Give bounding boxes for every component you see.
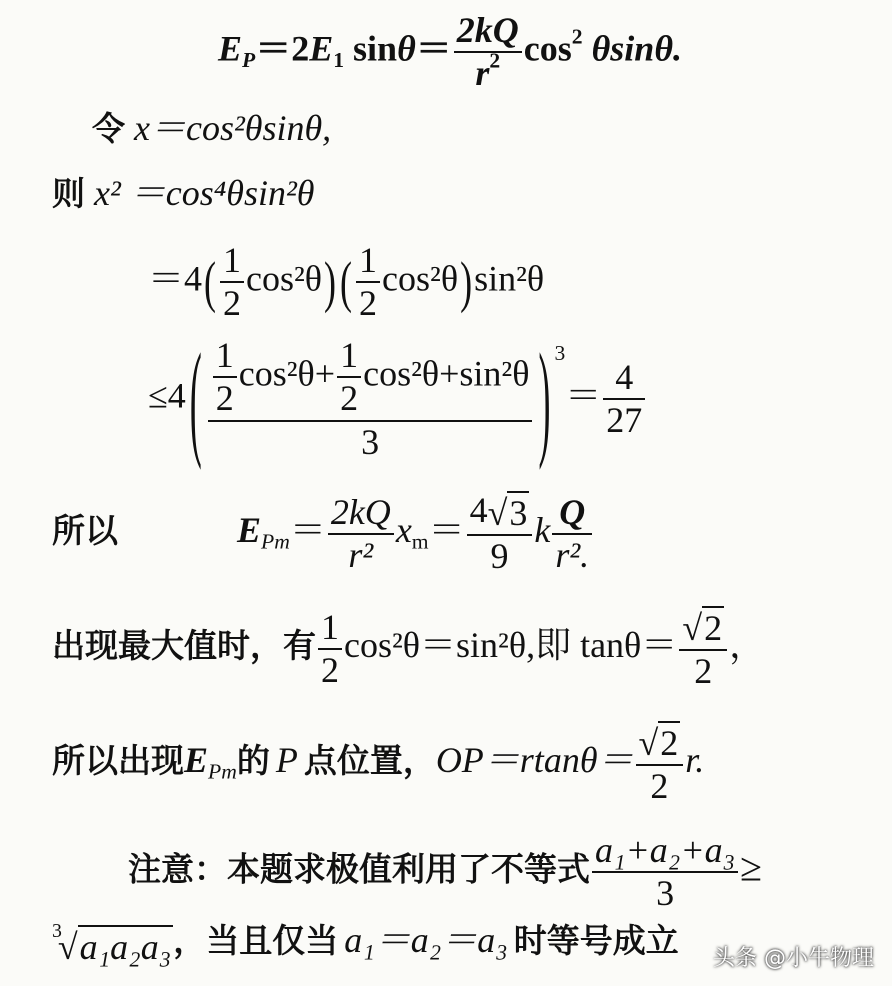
therefore-eq-1: ＝ [289,510,326,551]
point-p-symbol: P [275,740,298,781]
position-text-b: 的 [236,741,270,781]
fraction-2kq-r2 [454,10,522,95]
half-numerator-2: 1 [356,240,380,283]
max-half-denominator: 2 [321,649,339,690]
max-condition-expression: cos²θ＝sin²θ,即 tanθ＝ [344,625,678,666]
equation-ep [218,10,682,95]
sin-text: sin [344,28,398,69]
inequality-lead: ≤4 [148,375,186,416]
sin-squared-term: sin²θ [474,258,545,299]
tail-expression: θsinθ. [582,28,682,69]
eq-sign: ＝2 [255,28,310,69]
half-fraction-1 [220,240,244,325]
position-text-a: 所以出现 [52,741,184,781]
half-numerator: 1 [220,240,244,283]
xm-subscript: m [411,529,429,554]
max-condition-tail: ， [729,625,766,666]
fraction-2kq-denominator: r² [348,534,374,575]
step2-line [148,240,544,325]
half-denominator: 2 [223,283,242,324]
position-line [52,720,704,808]
cube-root: $^3$√a₁a₂a₃ [52,920,172,968]
max-half-numerator: 1 [318,607,342,650]
op-sqrt2-numerator: √2 [636,720,684,766]
am-gm-fraction [208,335,533,463]
e1-symbol: E [309,28,334,69]
op-expression: OP＝rtanθ＝ [435,740,634,781]
sqrt2-denominator: 2 [694,651,713,692]
sqrt-3-radicand: 3 [509,493,528,534]
result-numerator: 4 [603,357,645,400]
let-expression: x＝cos²θsinθ, [134,108,332,148]
fraction-4sqrt3-numerator [467,490,533,536]
cos-power: 2 [571,24,583,49]
e1-subscript: 1 [333,48,345,73]
result-denominator: 27 [606,400,643,441]
half-denominator-2: 2 [359,283,378,324]
step2-lead: ＝4 [148,258,203,299]
result-eq: ＝ [565,375,602,416]
op-sqrt2-denominator: 2 [650,766,669,807]
half-fraction-a [213,335,237,420]
paren-close-2: ) [460,250,473,315]
therefore-label: 所以 [52,511,118,551]
let-label: 令 [92,109,125,148]
sqrt2-over-2 [679,605,727,693]
inequality-line [148,327,647,472]
sqrt2-radicand: 2 [704,608,723,649]
fraction-denominator-power: 2 [489,49,501,74]
max-half-fraction [318,607,342,692]
four-digit: 4 [469,490,488,530]
op-tail: r. [685,740,705,781]
sqrt-3: √3 [487,493,528,534]
half-b-numerator: 1 [337,335,361,378]
position-epm-symbol: E [184,740,209,781]
op-sqrt2-fraction [636,720,684,808]
fraction-9-denominator: 9 [490,536,509,577]
paren-open-2: ( [340,250,353,315]
ge-symbol: ≥ [740,844,763,890]
max-condition-text: 出现最大值时，有 [52,626,316,666]
am-fraction [592,830,738,915]
fraction-4sqrt3-9 [467,490,533,578]
position-epm-subscript: Pm [208,759,237,784]
term-b: cos²θ+sin²θ [363,353,530,394]
cos-squared-term-2: cos²θ [382,258,459,299]
k-symbol: k [534,510,551,551]
ep-subscript: P [242,48,256,73]
am-denominator: 3 [656,873,675,914]
am-gm-numerator [208,335,533,422]
last-tail: 时等号成立 [513,921,679,960]
fraction-2kq [328,492,394,577]
therefore-eq-2: ＝ [428,510,465,551]
paren-close-1: ) [324,250,337,315]
watermark: 头条 @小牛物理 [713,946,874,971]
last-line [52,920,679,968]
cube-root-radicand: a₁a₂a₃ [79,927,172,968]
half-fraction-b [337,335,361,420]
op-sqrt2-radicand: 2 [660,723,679,764]
fraction-r2-denominator: r². [555,534,590,575]
epm-subscript: Pm [261,529,290,554]
big-paren-open: ( [189,327,202,472]
fraction-2kq-numerator: 2kQ [328,492,394,535]
position-text-c: 点位置， [303,741,436,781]
half-b-denominator: 2 [340,378,359,419]
big-paren-close: ) [538,327,551,472]
equality-condition: a₁＝a₂＝a₃ [344,920,508,960]
result-fraction [603,357,645,442]
then-label: 则 [52,174,85,213]
half-fraction-2 [356,240,380,325]
cube-root-index: 3 [52,920,62,943]
note-line [128,830,762,915]
then-expression: x² ＝cos⁴θsin²θ [94,173,315,213]
eq-sign-2: ＝ [415,28,452,69]
cube-power: 3 [554,340,566,365]
fraction-denominator: r [475,53,490,94]
fraction-q-numerator: Q [552,492,592,535]
let-x-line [92,110,331,146]
note-text: 注意：本题求极值利用了不等式 [128,849,590,889]
last-text: ，当且仅当 [173,921,339,960]
half-a-numerator: 1 [213,335,237,378]
max-condition-line [52,605,765,693]
paren-open-1: ( [204,250,217,315]
xm-symbol: x [395,510,412,551]
epm-symbol: E [237,510,262,551]
theta-symbol: θ [397,28,416,69]
cos-squared-term-1: cos²θ [246,258,323,299]
am-numerator: a₁+a₂+a₃ [592,830,738,873]
am-gm-denominator: 3 [361,421,380,462]
cos-text: cos [523,28,572,69]
half-a-denominator: 2 [215,378,234,419]
term-a: cos²θ+ [238,353,336,394]
therefore-line [52,490,594,578]
fraction-numerator: 2kQ [454,10,522,53]
sqrt2-numerator: √2 [679,605,727,651]
then-line [52,175,314,211]
ep-symbol: E [218,28,243,69]
fraction-q-r2 [552,492,592,577]
